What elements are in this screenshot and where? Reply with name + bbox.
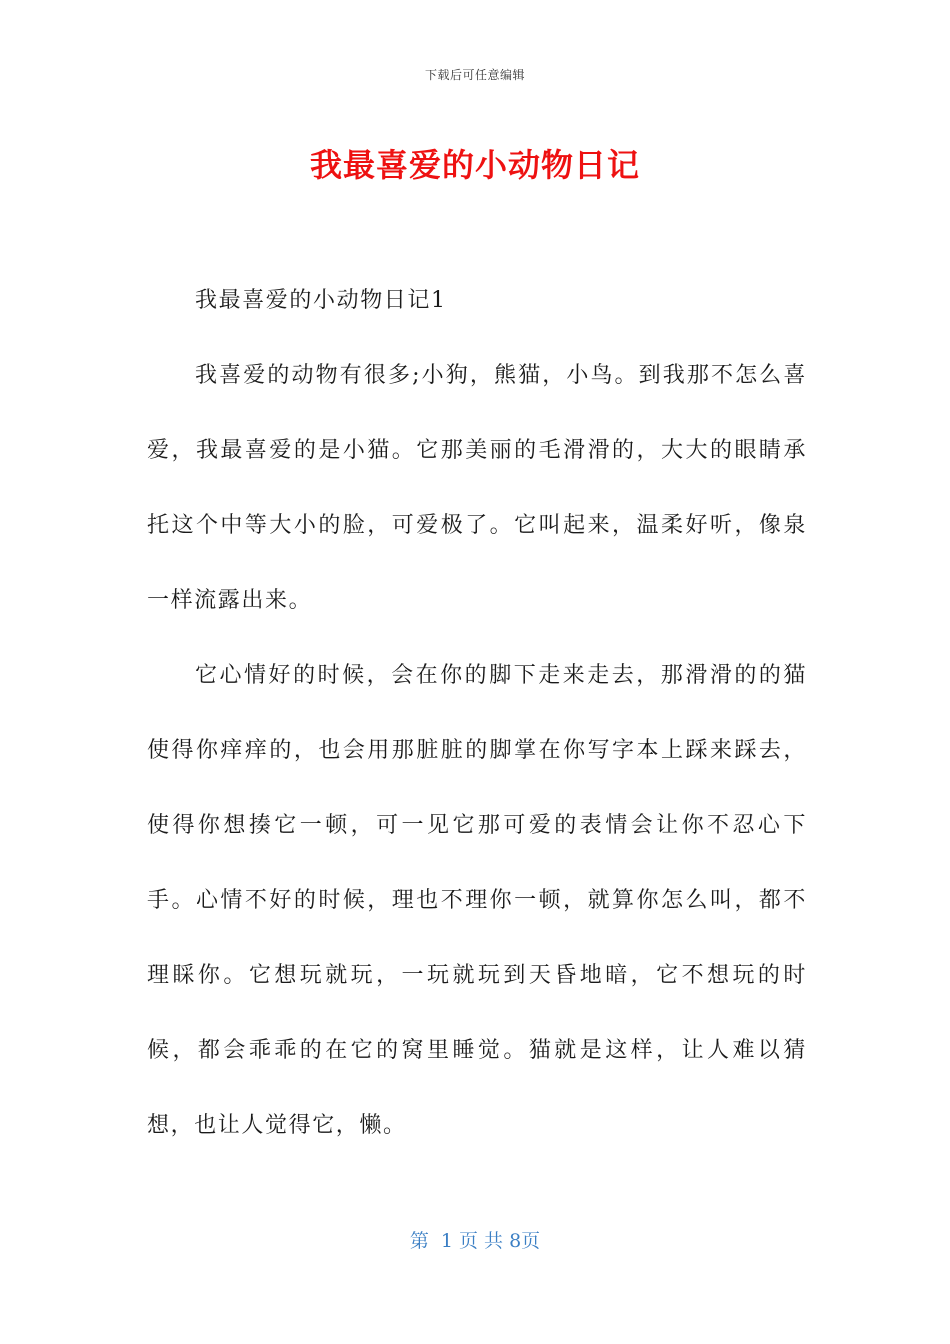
paragraph: 它心情好的时候，会在你的脚下走来走去，那滑滑的的猫使得你痒痒的，也会用那脏脏的脚掌在你写字本上踩来踩去，使得你想揍它一顿，可一见它那可爱的表情会让你不忍心下手。心情不好的时候，理也不理你一顿，就算你怎么叫，都不理睬你。它想玩就玩，一玩就玩到天昏地暗，它不想玩的时候，都会乖乖的在它的窝里睡觉。猫就是这样，让人难以猜想，也让人觉得它，懒。 <box>147 663 807 1138</box>
document-body <box>147 263 807 1163</box>
paragraph: 我喜爱的动物有很多;小狗，熊猫，小鸟。到我那不怎么喜爱，我最喜爱的是小猫。它那美丽的毛滑滑的，大大的眼睛承托这个中等大小的脸，可爱极了。它叫起来，温柔好听，像泉一样流露出来。 <box>147 363 807 613</box>
page-indicator: 第 1 页 共 8页 <box>409 1230 541 1252</box>
header-note: 下载后可任意编辑 <box>424 68 525 82</box>
paragraph-heading: 我最喜爱的小动物日记1 <box>195 288 447 313</box>
document-title: 我最喜爱的小动物日记 <box>309 146 640 184</box>
